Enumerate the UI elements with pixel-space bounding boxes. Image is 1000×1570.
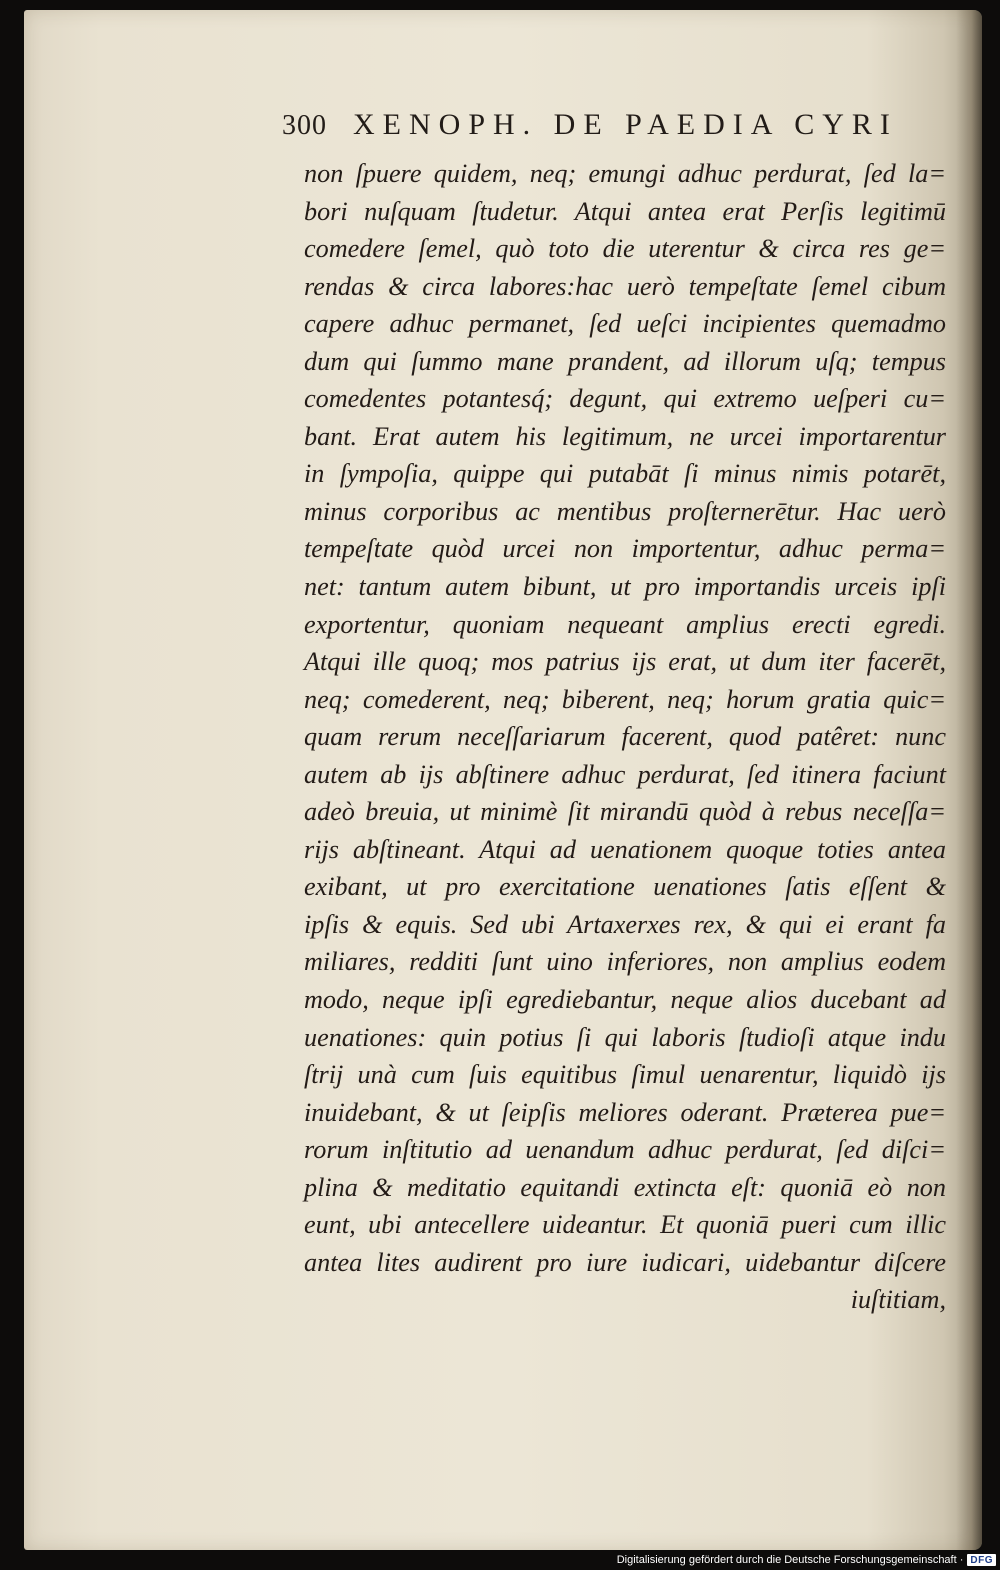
- page-edge-shadow: [956, 10, 982, 1550]
- text-line: neq; comederent, neq; biberent, neq; horum gratia quic=: [304, 684, 946, 714]
- digitization-credit: [617, 1552, 996, 1568]
- running-head: XENOPH. DE PAEDIA CYRI: [353, 108, 898, 141]
- credit-text: Digitalisierung gefördert durch die Deutsche Forschungsgemeinschaft ·: [616, 1554, 964, 1566]
- text-line: adeò breuia, ut minimè ſit mirandū quòd à rebus neceſſa=: [304, 797, 946, 827]
- text-line: non ſpuere quidem, neq; emungi adhuc perdurat, ſed la=: [304, 159, 946, 188]
- text-line: tempeſtate quòd urcei non importentur, adhuc perma=: [304, 534, 946, 564]
- text-line: plina & meditatio equitandi extincta eſt: quoniā eò non: [304, 1172, 946, 1202]
- text-line: eunt, ubi antecellere uideantur. Et quoniā pueri cum illic: [304, 1210, 946, 1240]
- text-line: rijs abſtineant. Atqui ad uenationem quoque toties antea: [304, 834, 946, 864]
- text-line: in ſympoſia, quippe qui putabāt ſi minus nimis potarēt,: [304, 459, 946, 489]
- text-line: iuſtitiam,: [850, 1285, 946, 1315]
- text-line: autem ab ijs abſtinere adhuc perdurat, ſed itinera faciunt: [304, 759, 946, 789]
- text-line: comedere ſemel, quò toto die uterentur & circa res ge=: [304, 234, 946, 264]
- text-line: net: tantum autem bibunt, ut pro importandis urceis ipſi: [304, 572, 946, 602]
- text-line: modo, neque ipſi egrediebantur, neque alios ducebant ad: [304, 985, 946, 1015]
- text-line: inuidebant, & ut ſeipſis meliores oderant. Prӕterea pue=: [304, 1097, 946, 1127]
- text-line: bant. Erat autem his legitimum, ne urcei importarentur: [304, 421, 946, 451]
- text-line: rendas & circa labores:hac uerò tempeſtate ſemel cibum: [304, 271, 946, 301]
- text-line: miliares, redditi ſunt uino inferiores, non amplius eodem: [304, 947, 946, 977]
- text-line: comedentes potantesq́; degunt, qui extremo ueſperi cu=: [304, 384, 946, 414]
- text-line: quam rerum neceſſariarum facerent, quod patêret: nunc: [304, 722, 946, 752]
- text-line: bori nuſquam ſtudetur. Atqui antea erat Perſis legitimū: [304, 196, 946, 226]
- text-line: ipſis & equis. Sed ubi Artaxerxes rex, & qui ei erant fa: [304, 909, 946, 939]
- text-line: exibant, ut pro exercitatione uenationes ſatis eſſent &: [304, 872, 946, 902]
- text-line: capere adhuc permanet, ſed ueſci incipientes quemadmo: [304, 309, 946, 339]
- page-number: 300: [282, 110, 327, 141]
- text-line: rorum inſtitutio ad uenandum adhuc perdurat, ſed diſci=: [304, 1135, 946, 1165]
- text-line: Atqui ille quoq; mos patrius ijs erat, ut dum iter facerēt,: [304, 647, 946, 677]
- book-page: [24, 10, 982, 1550]
- dfg-logo-icon: DFG: [967, 1554, 996, 1566]
- page-header: [282, 108, 922, 148]
- text-line: uenationes: quin potius ſi qui laboris ſtudioſi atque indu: [304, 1022, 946, 1052]
- body-text: [304, 155, 946, 1319]
- text-line: minus corporibus ac mentibus proſternerētur. Hac uerò: [304, 496, 946, 526]
- text-line: exportentur, quoniam nequeant amplius erecti egredi.: [304, 609, 946, 639]
- text-line: dum qui ſummo mane prandent, ad illorum uſq; tempus: [304, 346, 946, 376]
- text-line: ſtrij unà cum ſuis equitibus ſimul uenarentur, liquidò ijs: [304, 1060, 946, 1090]
- text-line: antea lites audirent pro iure iudicari, uidebantur diſcere: [304, 1247, 946, 1277]
